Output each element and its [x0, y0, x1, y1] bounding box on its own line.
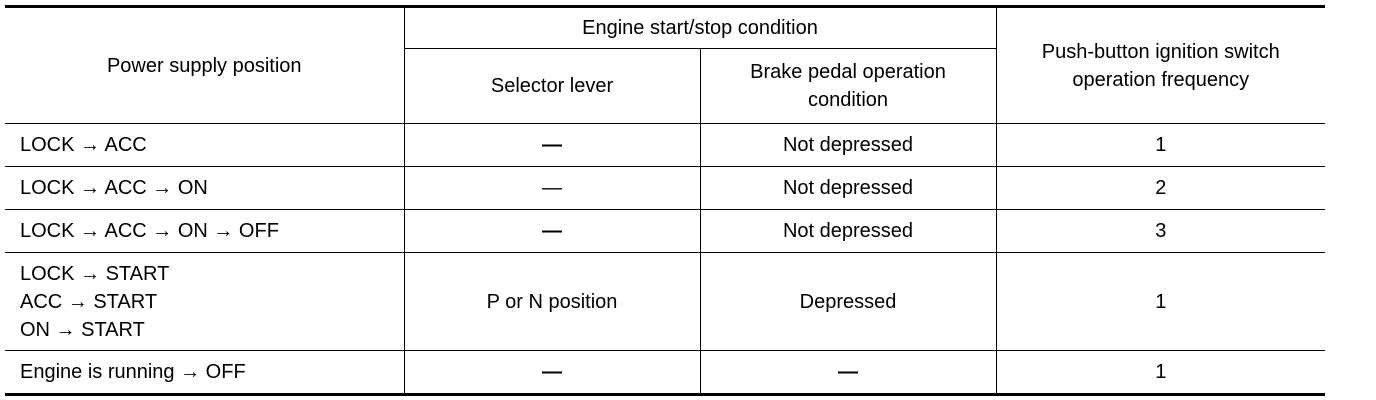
cell-power-position: LOCK → ACC → ON → OFF: [5, 210, 404, 253]
cell-selector-lever: —: [404, 124, 700, 167]
cell-brake-condition: Depressed: [700, 253, 996, 351]
header-operation-frequency: [996, 7, 1325, 124]
table-row: [5, 210, 1325, 253]
cell-selector-lever: —: [404, 167, 700, 210]
header-brake-pedal-condition: [700, 49, 996, 124]
cell-power-position: LOCK → ACC: [5, 124, 404, 167]
cell-brake-condition: Not depressed: [700, 167, 996, 210]
position-line: LOCK → START: [20, 262, 170, 285]
cell-brake-condition: Not depressed: [700, 210, 996, 253]
header-frequency-line2: operation frequency: [1072, 68, 1250, 91]
cell-power-position: LOCK → ACC → ON: [5, 167, 404, 210]
cell-power-position: Engine is running → OFF: [5, 351, 404, 395]
header-row-top: [5, 7, 1325, 49]
position-line: ON → START: [20, 318, 145, 341]
header-engine-start-stop-condition: Engine start/stop condition: [404, 7, 996, 49]
cell-frequency: 3: [996, 210, 1325, 253]
header-selector-lever: Selector lever: [404, 49, 700, 124]
table-row: [5, 167, 1325, 210]
cell-selector-lever: P or N position: [404, 253, 700, 351]
header-power-supply-position: Power supply position: [5, 7, 404, 124]
header-frequency-line1: Push-button ignition switch: [1041, 40, 1280, 63]
position-line: ACC → START: [20, 290, 158, 313]
cell-selector-lever: —: [404, 210, 700, 253]
table-row: [5, 124, 1325, 167]
cell-power-position: [5, 253, 404, 351]
power-supply-table: [5, 5, 1325, 396]
cell-frequency: 1: [996, 124, 1325, 167]
header-brake-line1: Brake pedal operation: [750, 61, 946, 83]
cell-frequency: 1: [996, 253, 1325, 351]
cell-brake-condition: —: [700, 351, 996, 395]
cell-selector-lever: —: [404, 351, 700, 395]
cell-brake-condition: Not depressed: [700, 124, 996, 167]
table-row: [5, 253, 1325, 351]
cell-frequency: 2: [996, 167, 1325, 210]
header-brake-line2: condition: [807, 89, 889, 111]
cell-frequency: 1: [996, 351, 1325, 395]
table-row: [5, 351, 1325, 395]
